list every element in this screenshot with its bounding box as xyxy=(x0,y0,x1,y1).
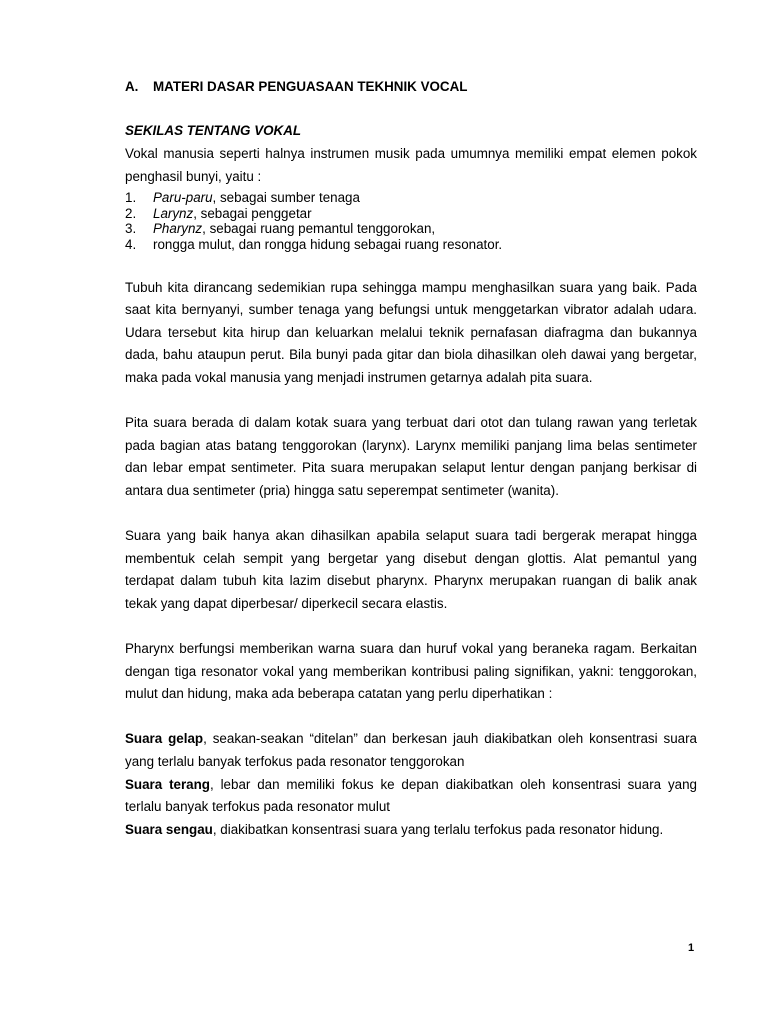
voice-type-desc: , diakibatkan konsentrasi suara yang terlalu terfokus pada resonator hidung. xyxy=(212,821,664,837)
voice-types xyxy=(125,728,697,841)
intro-paragraph: Vokal manusia seperti halnya instrumen musik pada umumnya memiliki empat elemen pokok penghasil bunyi, yaitu : xyxy=(125,146,697,184)
voice-type-term: Suara gelap xyxy=(125,731,204,747)
list-item-number: 4. xyxy=(125,236,137,252)
list-item-text: rongga mulut, dan rongga hidung sebagai ruang resonator. xyxy=(153,236,503,252)
list-item-text: , sebagai sumber tenaga xyxy=(212,190,360,206)
body-paragraph: Tubuh kita dirancang sedemikian rupa sehingga mampu menghasilkan suara yang baik. Pada saat kita bernyanyi, sumber tenaga yang befungsi untuk menggetarkan vibrator adalah udara. Udara tersebut kita hirup dan keluarkan melalui teknik pernafasan diafragma dan bukannya dada, bahu ataupun perut. Bila bunyi pada gitar dan biola dihasilkan oleh dawai yang bergetar, maka pada vokal manusia yang menjadi instrumen getarnya adalah pita suara. xyxy=(125,279,697,385)
list-item-number: 1. xyxy=(125,190,137,206)
chapter-heading xyxy=(125,78,697,96)
document-page xyxy=(125,78,697,841)
list-item-number: 3. xyxy=(125,221,137,237)
voice-type-term: Suara terang xyxy=(125,776,210,792)
chapter-title: MATERI DASAR PENGUASAAN TEKHNIK VOCAL xyxy=(153,79,468,94)
voice-type-item xyxy=(125,728,697,773)
page-number: 1 xyxy=(688,942,695,954)
voice-type-item xyxy=(125,774,697,819)
list-item xyxy=(125,221,697,237)
list-item-number: 2. xyxy=(125,205,137,221)
list-item-term: Pharynz xyxy=(153,221,203,237)
body-paragraph: Pita suara berada di dalam kotak suara yang terbuat dari otot dan tulang rawan yang terletak pada bagian atas batang tenggorokan (larynx). Larynx memiliki panjang lima belas sentimeter dan lebar empat sentimeter. Pita suara merupakan selaput lentur dengan panjang berkisar di antara dua sentimeter (pria) hingga satu seperempat sentimeter (wanita). xyxy=(125,415,697,498)
section-title: SEKILAS TENTANG VOKAL xyxy=(125,123,302,138)
list-item-text: , sebagai penggetar xyxy=(193,205,312,221)
voice-type-desc: , lebar dan memiliki fokus ke depan diakibatkan oleh konsentrasi suara yang terlalu banyak terfokus pada resonator mulut xyxy=(125,776,697,815)
voice-type-term: Suara sengau xyxy=(125,821,213,837)
list-item xyxy=(125,237,697,253)
list-item-term: Paru-paru xyxy=(153,190,213,206)
list-item-text: , sebagai ruang pemantul tenggorokan, xyxy=(202,221,436,237)
list-item-term: Larynz xyxy=(153,205,194,221)
body-paragraph: Suara yang baik hanya akan dihasilkan apabila selaput suara tadi bergerak merapat hingga membentuk celah sempit yang bergetar yang disebut dengan glottis. Alat pemantul yang terdapat dalam tubuh kita lazim disebut pharynx. Pharynx merupakan ruangan di balik anak tekak yang dapat diperbesar/ diperkecil secara elastis. xyxy=(125,528,697,611)
body-paragraph: Pharynx berfungsi memberikan warna suara dan huruf vokal yang beraneka ragam. Berkaitan dengan tiga resonator vokal yang memberikan kontribusi paling signifikan, yakni: tenggorokan, mulut dan hidung, maka ada beberapa catatan yang perlu diperhatikan : xyxy=(125,641,697,702)
list-item xyxy=(125,206,697,222)
list-item xyxy=(125,190,697,206)
elements-list xyxy=(125,190,697,252)
voice-type-desc: , seakan-seakan “ditelan” dan berkesan jauh diakibatkan oleh konsentrasi suara yang terlalu banyak terfokus pada resonator tenggorokan xyxy=(125,731,697,770)
chapter-number: A. xyxy=(125,79,139,94)
voice-type-item xyxy=(125,819,697,842)
